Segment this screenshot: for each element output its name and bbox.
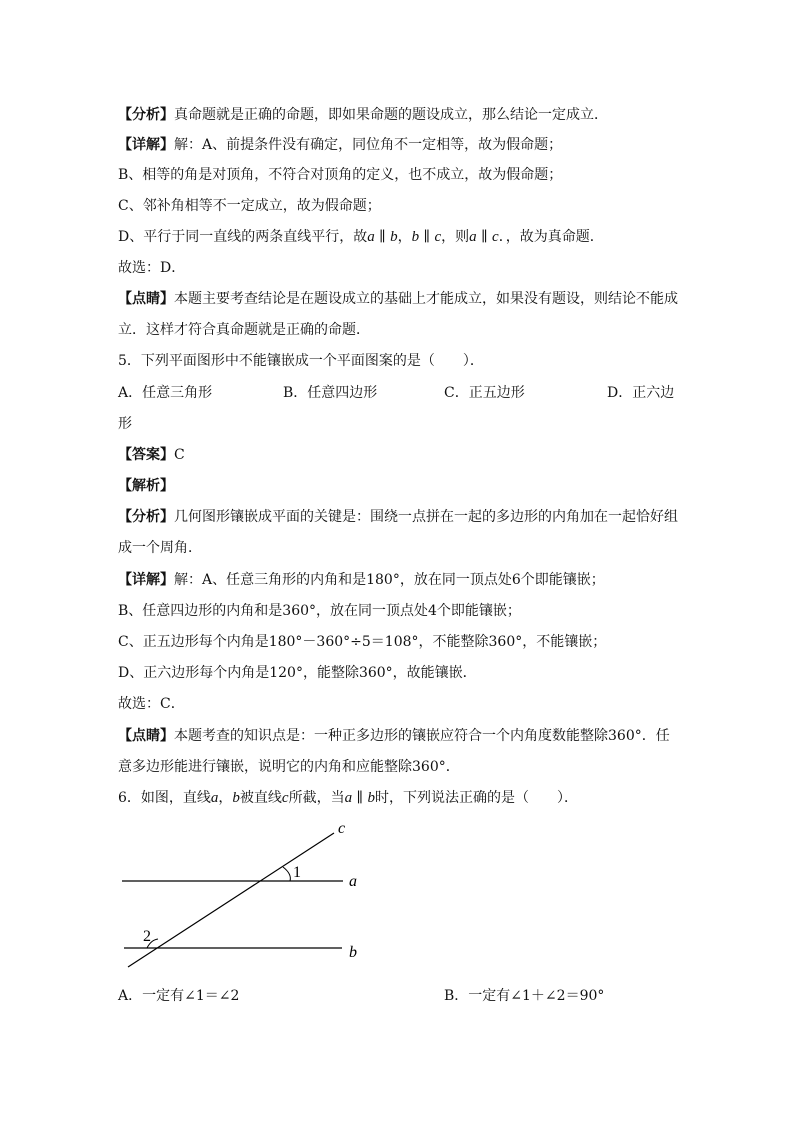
sym-b: b [232,790,240,806]
q5-jiexi: 【解析】 [118,478,174,494]
ze: ，则 [441,229,470,245]
q5-option-d: D．正六边 [607,385,675,401]
q5-choose: 故选：C． [118,696,185,712]
q4-analysis [118,106,608,124]
detail-d-pre: D、平行于同一直线的两条直线平行，故 [118,229,368,245]
q5-point-1 [118,727,670,745]
q6-figure [0,815,794,995]
tag-detail: 【详解】 [118,137,174,153]
tag-point: 【点睛】 [118,728,174,744]
tag-analysis: 【分析】 [118,509,174,525]
q5-answer [118,446,185,464]
sym-a: a [210,790,219,806]
detail-text: 解：A、前提条件没有确定，同位角不一定相等，故为假命题； [174,137,563,153]
q4-point-2: 立．这样才符合真命题就是正确的命题． [118,322,370,338]
sym-b: b [390,229,398,245]
tag-analysis: 【分析】 [118,107,174,123]
q4-detail-d [118,228,604,246]
comma: ， [218,790,233,806]
parallel: ∥ [352,790,368,806]
sym-a: a [367,229,375,245]
label-c: c [338,820,346,837]
q5-analysis-1 [118,508,678,526]
q4-detail-b: B、相等的角是对顶角，不符合对顶角的定义，也不成立，故为假命题； [118,167,563,183]
stem-post: 时，下列说法正确的是（ ）． [374,790,578,806]
q6-option-a: A．一定有∠1＝∠2 [118,988,240,1004]
detail-d-post: ．，故为真命题． [498,229,604,245]
sym-c: c [492,229,499,245]
q5-detail-d: D、正六边形每个内角是120°，能整除360°，故能镶嵌． [118,665,477,681]
q6-stem [118,789,578,807]
parallel: ∥ [419,229,435,245]
angle-1-arc [283,867,290,881]
detail-text: 解：A、任意三角形的内角和是180°，放在同一顶点处6个即能镶嵌； [174,572,605,588]
q5-point-2: 意多边形能进行镶嵌，说明它的内角和应能整除360°． [118,759,460,775]
tag-point: 【点睛】 [118,291,174,307]
q5-detail-b: B、任意四边形的内角和是360°，放在同一顶点处4个即能镶嵌； [118,603,521,619]
q5-detail-a [118,571,605,589]
point-text: 本题考查的知识点是：一种正多边形的镶嵌应符合一个内角度数能整除360°．任 [174,728,670,744]
sym-c: c [281,790,289,806]
q5-analysis-2: 成一个周角． [118,540,202,556]
q6-option-b: B．一定有∠1＋∠2＝90° [444,988,605,1004]
q5-option-b: B．任意四边形 [283,385,378,401]
point-text: 本题主要考查结论是在题设成立的基础上才能成立，如果没有题设，则结论不能成 [174,291,678,307]
q5-option-a: A．任意三角形 [118,385,213,401]
sym-b: b [367,790,375,806]
stem-pre: 6．如图，直线 [118,790,211,806]
label-2: 2 [143,928,151,945]
tag-answer: 【答案】 [118,447,174,463]
analysis-text: 几何图形镶嵌成平面的关键是：围绕一点拼在一起的多边形的内角加在一起恰好组 [174,509,678,525]
label-a: a [349,873,357,890]
answer-value: C [174,447,185,463]
comma: ， [397,229,412,245]
stem-mid1: 被直线 [239,790,282,806]
sym-c: c [434,229,442,245]
analysis-text: 真命题就是正确的命题，即如果命题的题设成立，那么结论一定成立． [174,107,608,123]
parallel: ∥ [374,229,391,245]
label-b: b [349,944,357,961]
stem-mid2: 所截，当 [288,790,345,806]
line-c [128,833,334,967]
q5-option-d-wrap: 形 [118,416,132,432]
q5-option-c: C．正五边形 [444,385,525,401]
sym-a: a [344,790,353,806]
q4-detail-c: C、邻补角相等不一定成立，故为假命题； [118,198,381,214]
q4-detail-a [118,136,562,154]
sym-b: b [411,229,420,245]
sym-a: a [469,229,477,245]
label-1: 1 [293,864,301,881]
q4-choose: 故选：D． [118,260,186,276]
q5-detail-c: C、正五边形每个内角是180°－360°÷5＝108°，不能整除360°，不能镶嵌； [118,634,607,650]
parallel: ∥ [476,229,493,245]
q4-point-1 [118,290,678,308]
tag-detail: 【详解】 [118,572,174,588]
q5-stem: 5．下列平面图形中不能镶嵌成一个平面图案的是（ ）． [118,353,484,369]
